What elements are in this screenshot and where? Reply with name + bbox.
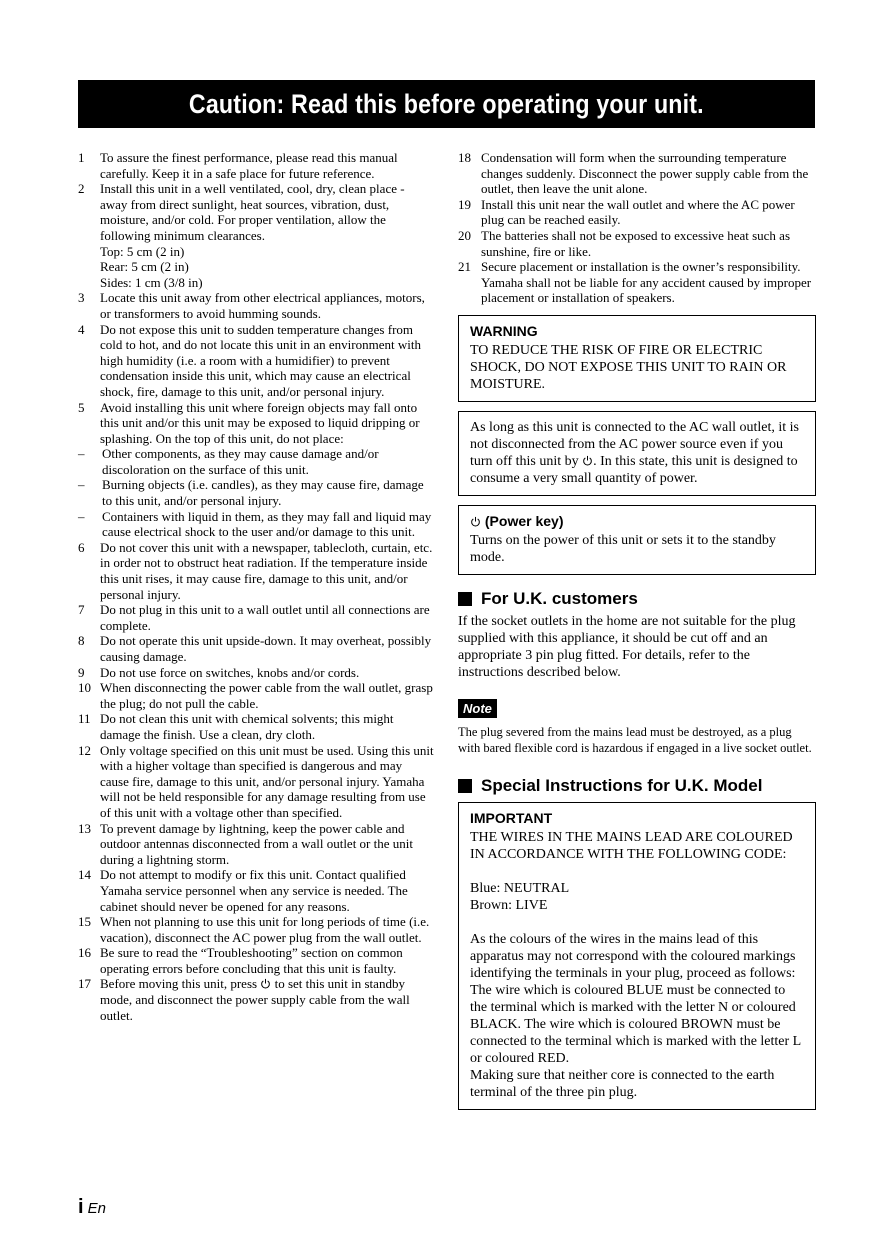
square-bullet-icon (458, 592, 472, 606)
list-item: 3 Locate this unit away from other electrical appliances, motors, or transformers to avoid humming sounds. (78, 290, 425, 321)
important-p1: THE WIRES IN THE MAINS LEAD ARE COLOURED IN ACCORDANCE WITH THE FOLLOWING CODE: (470, 829, 793, 862)
list-item: 10 When disconnecting the power cable from the wall outlet, grasp the plug; do not pull the cable. (78, 680, 433, 711)
list-item: 8 Do not operate this unit upside-down. It may overheat, possibly causing damage. (78, 633, 432, 664)
power-icon (260, 978, 271, 989)
language-label: En (87, 1200, 106, 1217)
uk-customers-heading: For U.K. customers (458, 591, 816, 607)
wire-blue: Blue: NEUTRAL (470, 880, 570, 896)
clearance-rear: Rear: 5 cm (2 in) (100, 259, 189, 275)
list-item: 11 Do not clean this unit with chemical solvents; this might damage the finish. Use a clean, dry cloth. (78, 711, 394, 742)
important-p2: As the colours of the wires in the mains lead of this apparatus may not correspond with the coloured markings identifying the terminals in your plug, proceed as follows: (470, 931, 796, 981)
power-key-box (458, 505, 816, 575)
warning-box (458, 315, 816, 402)
wire-brown: Brown: LIVE (470, 897, 548, 913)
list-item: 17 Before moving this unit, press to set this unit in standby mode, and disconnect the power supply cable from the wall outlet. (78, 976, 410, 1023)
uk-customers-text: If the socket outlets in the home are not suitable for the plug supplied with this appliance, it should be cut off and an appropriate 3 pin plug fitted. For details, refer to the instructions described below. (458, 613, 796, 680)
list-item: 13 To prevent damage by lightning, keep the power cable and outdoor antennas disconnected from a wall outlet or the unit during a lightning storm. (78, 820, 413, 867)
list-item: 2 Install this unit in a well ventilated, cool, dry, clean place - away from direct sunlight, heat sources, vibration, dust, moisture, and/or cold. For proper ventilation, allow the following minimum clearances. Top: 5 cm (2 in) Rear: 5 cm (2 in) Sides: 1 cm (3/8 in) (78, 181, 434, 290)
note-badge: Note (458, 699, 497, 719)
list-item: 18 Condensation will form when the surrounding temperature changes suddenly. Disconnect the power supply cable from the outlet, then leave the unit alone. (458, 150, 809, 197)
list-item: 14 Do not attempt to modify or fix this unit. Contact qualified Yamaha service personnel when any service is needed. The cabinet should never be opened for any reasons. (78, 867, 408, 914)
list-item: 12 Only voltage specified on this unit must be used. Using this unit with a higher voltage than specified is dangerous and may cause fire, damage to this unit, and/or personal injury. Yamaha will not be held responsible for any damage resulting from use of this unit with a voltage other than specified. (78, 742, 434, 820)
list-item: 4 Do not expose this unit to sudden temperature changes from cold to hot, and do not locate this unit in an environment with high humidity (i.e. a room with a humidifier) to prevent condensation inside this unit, which may cause an electrical shock, fire, damage to this unit, and/or personal injury. (78, 321, 421, 399)
important-heading: IMPORTANT (470, 809, 553, 826)
important-box (458, 802, 816, 1110)
ac-power-box: As long as this unit is connected to the AC wall outlet, it is not disconnected from the AC power source even if you turn off this unit by . In this state, this unit is designed to consume a very small quantity of power. (458, 411, 816, 496)
list-item: 1 To assure the finest performance, please read this manual carefully. Keep it in a safe place for future reference. (78, 150, 398, 181)
power-key-text: Turns on the power of this unit or sets it to the standby mode. (470, 532, 776, 565)
list-item: 6 Do not cover this unit with a newspaper, tablecloth, curtain, etc. in order not to obstruct heat radiation. If the temperature inside this unit rises, it may cause fire, damage to this unit, and/or personal injury. (78, 539, 433, 602)
list-item: 16 Be sure to read the “Troubleshooting” section on common operating errors before concluding that this unit is faulty. (78, 945, 403, 976)
warning-heading: WARNING (470, 322, 538, 339)
right-column (458, 150, 816, 1110)
left-column (78, 150, 434, 1023)
warning-text: TO REDUCE THE RISK OF FIRE OR ELECTRIC SHOCK, DO NOT EXPOSE THIS UNIT TO RAIN OR MOISTURE. (470, 342, 787, 392)
special-instructions-heading: Special Instructions for U.K. Model (458, 778, 816, 794)
important-p4: Making sure that neither core is connected to the earth terminal of the three pin plug. (470, 1067, 775, 1100)
list-item: 5 Avoid installing this unit where foreign objects may fall onto this unit and/or this unit may be exposed to liquid dripping or splashing. On the top of this unit, do not place: (78, 399, 420, 446)
list-item: 9 Do not use force on switches, knobs and/or cords. (78, 664, 360, 680)
power-icon (582, 455, 593, 466)
square-bullet-icon (458, 779, 472, 793)
sub-item: – Other components, as they may cause damage and/or discoloration on the surface of this unit. (78, 446, 379, 477)
page-footer (78, 1196, 106, 1219)
power-icon (470, 516, 481, 527)
power-key-heading: (Power key) (470, 513, 804, 530)
list-item: 15 When not planning to use this unit for long periods of time (i.e. vacation), disconnect the AC power plug from the wall outlet. (78, 914, 430, 945)
list-item: 20 The batteries shall not be exposed to excessive heat such as sunshine, fire or like. (458, 227, 791, 259)
clearance-top: Top: 5 cm (2 in) (100, 243, 185, 259)
page-number: i (78, 1196, 84, 1218)
list-item: 21 Secure placement or installation is the owner’s responsibility. Yamaha shall not be liable for any accident caused by improper placement or installation of speakers. (458, 259, 812, 306)
clearance-sides: Sides: 1 cm (3/8 in) (100, 274, 203, 290)
page-title: Caution: Read this before operating your unit. (78, 80, 815, 128)
list-item: 7 Do not plug in this unit to a wall outlet until all connections are complete. (78, 602, 430, 633)
sub-item: – Burning objects (i.e. candles), as they may cause fire, damage to this unit, and/or personal injury. (78, 477, 424, 509)
important-p3: The wire which is coloured BLUE must be connected to the terminal which is marked with the letter N or coloured BLACK. The wire which is coloured BROWN must be connected to the terminal which is marked with the letter L or coloured RED. (470, 982, 801, 1066)
list-item: 19 Install this unit near the wall outlet and where the AC power plug can be reached easily. (458, 196, 795, 228)
sub-item: – Containers with liquid in them, as they may fall and liquid may cause electrical shock to the user and/or damage to this unit. (78, 508, 432, 540)
note-text: The plug severed from the mains lead must be destroyed, as a plug with bared flexible cord is hazardous if engaged in a live socket outlet. (458, 725, 812, 755)
